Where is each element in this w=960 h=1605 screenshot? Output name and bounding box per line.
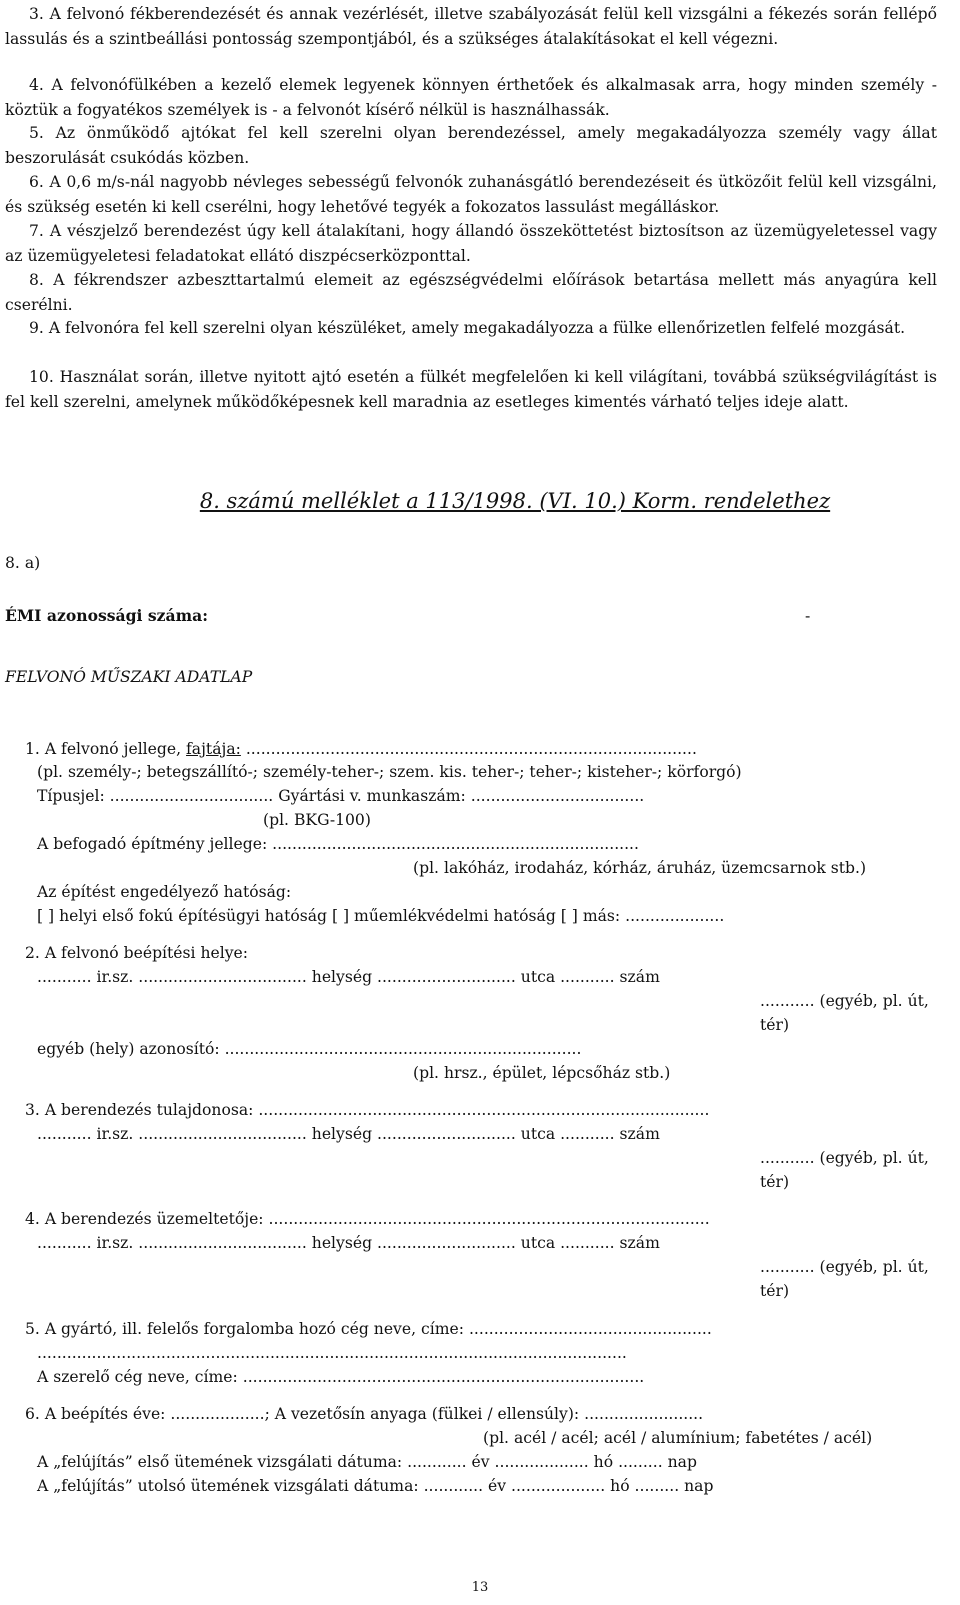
s6-hint: (pl. acél / acél; acél / alumínium; fabetétes / acél) [483, 1429, 873, 1447]
s2-other-id: egyéb (hely) azonosító: ........................................................................ [37, 1040, 582, 1058]
paragraph-9: 9. A felvonóra fel kell szerelni olyan készüléket, amely megakadályozza a fülke ellenőrizetlen felfelé mozgását. [29, 319, 906, 337]
s1-dots: ........................................................................................... [240, 740, 697, 758]
form-title: FELVONÓ MŰSZAKI ADATLAP [5, 668, 253, 686]
s5-dots: ....................................................................................................................... [37, 1344, 627, 1362]
s1-field-label: fajtája: [186, 740, 241, 758]
paragraph-8: 8. A fékrendszer azbeszttartalmú elemeit az egészségvédelmi előírások betartása mellett más anyagúra kell cserélni. [5, 271, 937, 314]
paragraph-6: 6. A 0,6 m/s-nál nagyobb névleges sebességű felvonók zuhanásgátló berendezéseit és ütközőit felül kell vizsgálni, és szükség esetén ki kell cserélni, hogy lehetővé tegyék a fokozatos lassulást megálláskor. [5, 173, 937, 216]
s5-title: 5. A gyártó, ill. felelős forgalomba hozó cég neve, címe: ................................................. [25, 1320, 712, 1338]
s1-building-hint: (pl. lakóház, irodaház, kórház, áruház, üzemcsarnok stb.) [413, 859, 867, 877]
s5-installer: A szerelő cég neve, címe: ................................................................................. [37, 1368, 645, 1386]
paragraph-10: 10. Használat során, illetve nyitott ajtó esetén a fülkét megfelelően ki kell világítani, továbbá szükségvilágítást is fel kell szerelni, amelynek működőképesnek kell maradnia az esetleges kimentés várható teljes ideje alatt. [5, 368, 937, 411]
s1-authority-options: [ ] helyi első fokú építésügyi hatóság [ ] műemlékvédelmi hatóság [ ] más: .................... [37, 907, 725, 925]
paragraph-5: 5. Az önműködő ajtókat fel kell szerelni olyan berendezéssel, amely megakadályozza személy vagy állat beszorulását csukódás közben. [5, 124, 937, 167]
annex-title: 8. számú melléklet a 113/1998. (VI. 10.) Korm. rendelethez [199, 489, 831, 513]
s1-type-hint: (pl. BKG-100) [263, 811, 371, 829]
s2-address: ........... ir.sz. .................................. helység ............................ utca ........... szám [37, 968, 660, 986]
paragraph-3: 3. A felvonó fékberendezését és annak vezérlését, illetve szabályozását felül kell vizsgálni a fékezés során fellépő lassulás és a szintbeállási pontosság szempontjából, és a szükséges átalakításokat el kell végezni. [5, 5, 937, 48]
s1-prefix: 1. A felvonó jellege, [25, 740, 187, 758]
s3-address-other-cont: tér) [760, 1173, 790, 1191]
s2-other-hint: (pl. hrsz., épület, lépcsőház stb.) [413, 1064, 671, 1082]
s4-address-other-cont: tér) [760, 1282, 790, 1300]
s3-address: ........... ir.sz. .................................. helység ............................ utca ........... szám [37, 1125, 660, 1143]
s1-line [25, 738, 697, 760]
page-number: 13 [471, 1580, 489, 1595]
s1-building: A befogadó építmény jellege: .......................................................................... [37, 835, 639, 853]
s6-first-stage-date: A „felújítás” első ütemének vizsgálati dátuma: ............ év ................... hó ......... nap [37, 1453, 697, 1471]
paragraph-7: 7. A vészjelző berendezést úgy kell átalakítani, hogy állandó összeköttetést biztosítson az üzemügyeletessel vagy az üzemügyeletesi feladatokat ellátó diszpécserközponttal. [5, 222, 937, 265]
s1-authority: Az építést engedélyező hatóság: [37, 883, 292, 901]
emi-label: ÉMI azonossági száma: [5, 606, 208, 625]
s3-title: 3. A berendezés tulajdonosa: ........................................................................................... [25, 1101, 710, 1119]
s6-last-stage-date: A „felújítás” utolsó ütemének vizsgálati dátuma: ............ év ................... hó ......... nap [37, 1477, 714, 1495]
s2-address-other: ........... (egyéb, pl. út, [760, 992, 929, 1010]
s1-hint: (pl. személy-; betegszállító-; személy-teher-; szem. kis. teher-; teher-; kisteher-; körforgó) [37, 763, 742, 781]
paragraph-4: 4. A felvonófülkében a kezelő elemek legyenek könnyen érthetőek és alkalmasak arra, hogy minden személy - köztük a fogyatékos személyek is - a felvonót kísérő nélkül is használhassák. [5, 76, 937, 119]
s4-address: ........... ir.sz. .................................. helység ............................ utca ........... szám [37, 1234, 660, 1252]
s1-type: Típusjel: ................................. Gyártási v. munkaszám: ................................... [37, 787, 645, 805]
s4-title: 4. A berendezés üzemeltetője: ......................................................................................... [25, 1210, 710, 1228]
emi-value: - [805, 607, 811, 625]
s3-address-other: ........... (egyéb, pl. út, [760, 1149, 929, 1167]
s4-address-other: ........... (egyéb, pl. út, [760, 1258, 929, 1276]
s2-address-other-cont: tér) [760, 1016, 790, 1034]
s2-title: 2. A felvonó beépítési helye: [25, 944, 249, 962]
section-label: 8. a) [5, 554, 41, 572]
s6-title: 6. A beépítés éve: ...................; A vezetősín anyaga (fülkei / ellensúly): ........................ [25, 1405, 704, 1423]
